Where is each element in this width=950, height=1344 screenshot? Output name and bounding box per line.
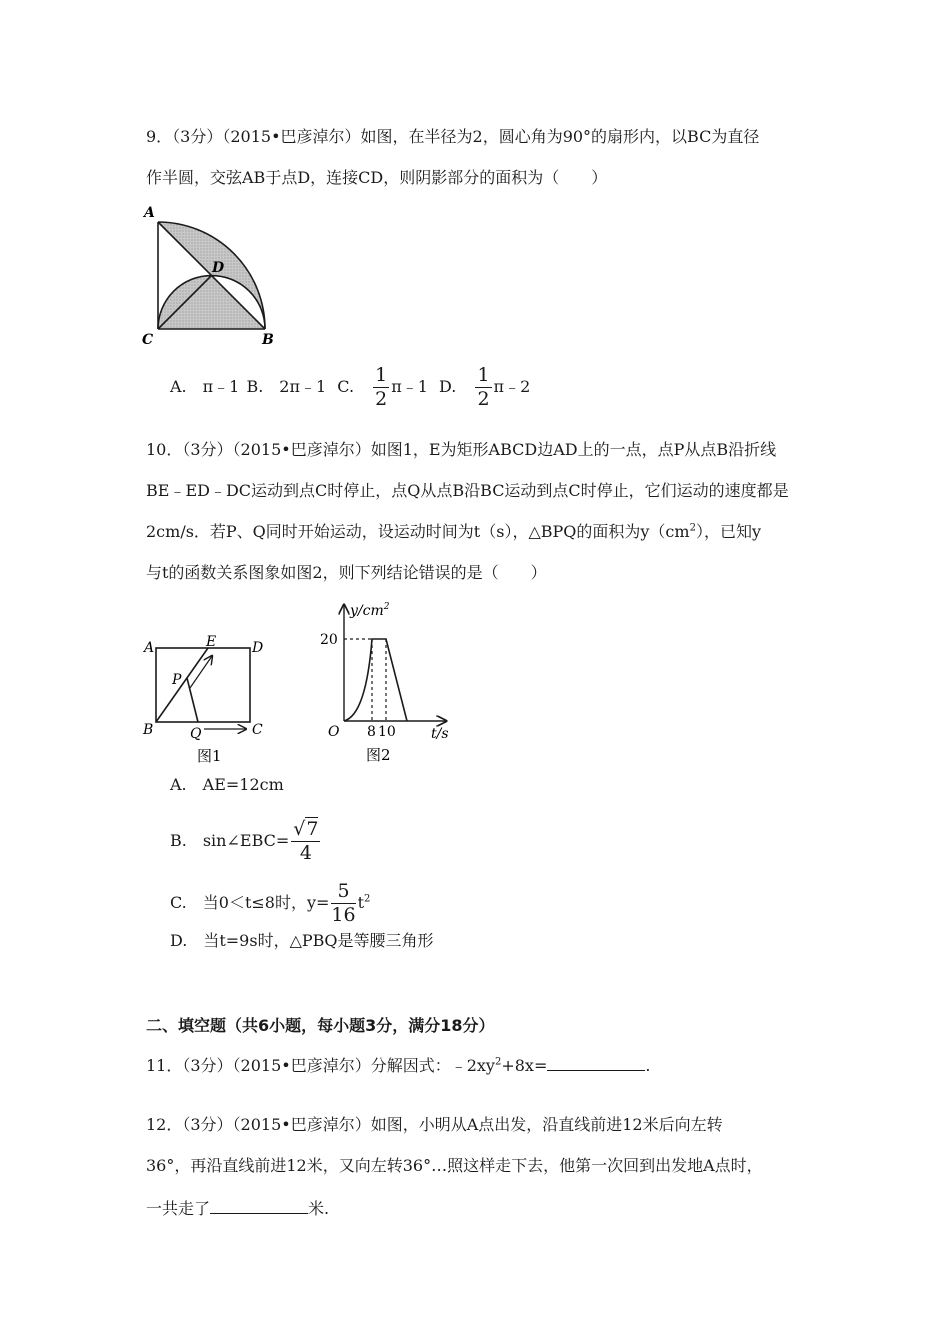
- q9-label-d: D: [212, 260, 225, 276]
- q10-option-d: D. 当t=9s时，△PBQ是等腰三角形: [170, 931, 434, 950]
- q12-text-line3: [146, 1197, 329, 1219]
- q9-text-line2: 作半圆，交弦AB于点D，连接CD，则阴影部分的面积为（ ）: [146, 168, 608, 187]
- q10-text-line4: 与t的函数关系图象如图2，则下列结论错误的是（ ）: [146, 563, 547, 582]
- q10-fig2-x8: 8: [367, 724, 376, 740]
- q10-fig1-label-c: C: [252, 722, 263, 738]
- q10-fig1-label-b: B: [143, 722, 154, 738]
- q9-option-d-num: 1: [477, 364, 490, 386]
- q10-fig2-origin: O: [328, 724, 340, 740]
- q10-option-a: A. AE=12cm: [170, 775, 284, 794]
- q10-option-c-fraction: [331, 882, 355, 925]
- q9-option-c-den: 2: [375, 388, 388, 410]
- q9-option-d-suffix: π﹣2: [493, 377, 531, 396]
- q10-fig1-caption: 图1: [197, 747, 222, 765]
- q12-answer-blank[interactable]: [210, 1197, 308, 1214]
- q10-text-line1: 10．（3分）（2015•巴彦淖尔）如图1，E为矩形ABCD边AD上的一点，点P从点B沿折线: [146, 440, 777, 459]
- q10-option-b-num: √7: [293, 818, 319, 840]
- q11-text-a: 11．（3分）（2015•巴彦淖尔）分解因式：﹣2xy: [146, 1056, 495, 1075]
- q10-fig2-ylabel-sup: 2: [383, 602, 390, 612]
- q10-option-c-label: C. 当0＜t≤8时，y=: [170, 893, 330, 912]
- q9-options: [170, 366, 530, 409]
- q9-option-c-num: 1: [375, 364, 388, 386]
- q10-text-line3a: 2cm/s．若P、Q同时开始运动，设运动时间为t（s），△BPQ的面积为y（cm: [146, 522, 690, 541]
- q10-text-line3-sup: 2: [689, 522, 696, 534]
- q9-label-c: C: [142, 332, 154, 348]
- q9-option-a: A. π﹣1: [170, 377, 240, 396]
- q12-text-line2: 36°，再沿直线前进12米，又向左转36°…照这样走下去，他第一次回到出发地A点时，: [146, 1156, 763, 1175]
- q9-label-b: B: [262, 332, 274, 348]
- q10-figure1: [140, 630, 270, 770]
- q10-fig2-x10: 10: [378, 724, 396, 740]
- q10-text-line2: BE﹣ED﹣DC运动到点C时停止，点Q从点B沿BC运动到点C时停止，它们运动的速度都是: [146, 481, 789, 500]
- q10-fig1-label-p: P: [172, 672, 182, 688]
- q10-option-b-fraction: [291, 820, 320, 863]
- q11-text: [146, 1054, 650, 1076]
- q11-answer-blank[interactable]: [547, 1054, 645, 1071]
- q10-option-c-sup: 2: [364, 893, 371, 905]
- q10-option-b: [170, 820, 322, 863]
- q12-text-line3a: 一共走了: [146, 1199, 211, 1218]
- q12-text-line3b: 米.: [308, 1199, 330, 1218]
- q11-text-b: +8x=: [501, 1056, 548, 1075]
- q10-option-c-suffix: t: [357, 893, 365, 912]
- q10-fig1-label-a: A: [144, 640, 155, 656]
- q9-option-c-suffix: π﹣1: [391, 377, 428, 396]
- q9-option-d-den: 2: [477, 388, 490, 410]
- q9-option-d-label: D.: [439, 377, 457, 396]
- q9-option-c-fraction: [373, 366, 389, 409]
- section2-heading: 二、填空题（共6小题，每小题3分，满分18分）: [146, 1016, 495, 1035]
- q9-option-b: B. 2π﹣1: [246, 377, 327, 396]
- q9-figure: [140, 200, 290, 350]
- q10-fig2-xlabel: t/s: [431, 726, 449, 742]
- q9-option-c-label: C.: [337, 377, 355, 396]
- q10-option-b-den: 4: [299, 842, 312, 864]
- q10-option-c-num: 5: [331, 882, 355, 904]
- q10-figure2: [316, 595, 456, 770]
- q11-end: .: [645, 1056, 651, 1075]
- q10-option-c: [170, 882, 370, 925]
- q10-fig2-caption: 图2: [366, 746, 391, 764]
- q10-fig2-ylabel-text: y/cm: [350, 603, 384, 619]
- q10-fig2-y20: 20: [320, 632, 338, 648]
- q10-option-c-den: 16: [331, 904, 356, 926]
- q12-text-line1: 12．（3分）（2015•巴彦淖尔）如图，小明从A点出发，沿直线前进12米后向左转: [146, 1115, 723, 1134]
- q11-sup: 2: [494, 1056, 502, 1068]
- q9-label-a: A: [144, 205, 155, 221]
- q10-fig2-ylabel: [349, 602, 390, 619]
- q10-text-line3b: ），已知y: [695, 522, 761, 541]
- q10-fig1-label-d: D: [252, 640, 264, 656]
- q10-option-b-radicand: 7: [306, 818, 319, 840]
- q10-text-line3: [146, 522, 761, 542]
- q9-text-line1: 9．（3分）（2015•巴彦淖尔）如图，在半径为2，圆心角为90°的扇形内，以BC为直径: [146, 127, 760, 146]
- q10-fig1-label-q: Q: [190, 726, 202, 742]
- q10-option-b-label: B. sin∠EBC=: [170, 831, 290, 850]
- q9-option-d-fraction: [475, 366, 491, 409]
- q10-fig1-label-e: E: [206, 634, 217, 650]
